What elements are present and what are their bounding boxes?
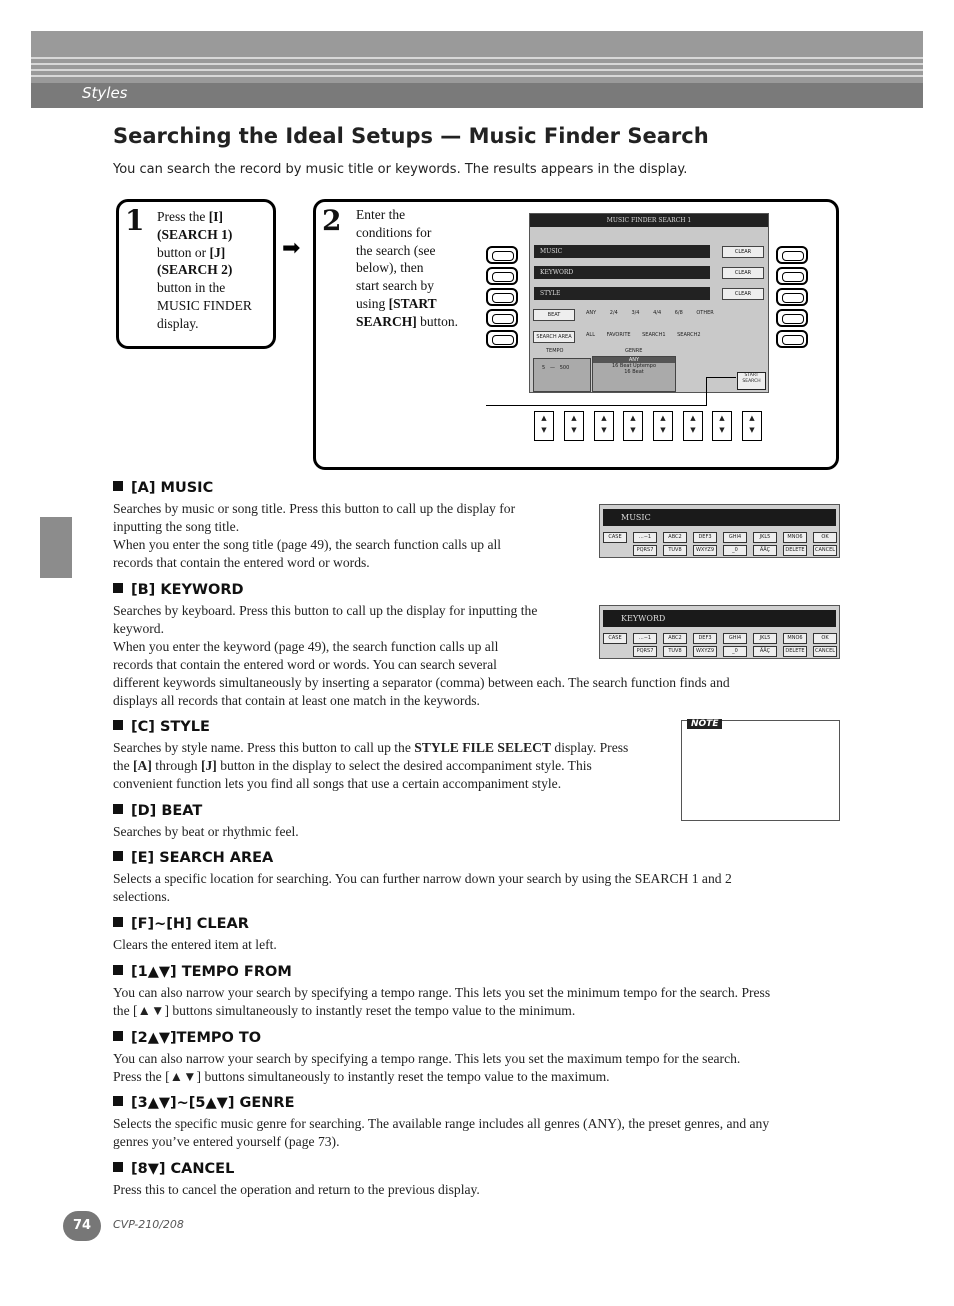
page-number: 74 <box>63 1211 101 1241</box>
key-special[interactable]: ÄÅÇ <box>753 545 777 556</box>
heading-beat: [D] BEAT <box>113 803 202 819</box>
key-case[interactable]: CASE <box>603 633 627 644</box>
key-5[interactable]: JKL5 <box>753 633 777 644</box>
key-7[interactable]: PQRS7 <box>633 545 657 556</box>
body-genre: Selects the specific music genre for searching. The available range includes all genres (ANY), the preset genres, and any genres you’ve entered yourself (page 73). <box>113 1116 770 1149</box>
key-special[interactable]: ÄÅÇ <box>753 646 777 657</box>
updown-4[interactable]: ▲ ▼ <box>623 411 643 441</box>
music-finder-display <box>529 213 769 393</box>
side-tab <box>40 517 72 578</box>
body-clear: Clears the entered item at left. <box>113 937 277 952</box>
body-tempo-to: You can also narrow your search by specifying a tempo range. This lets you set the maximum tempo for the search. Press the [▲▼] buttons simultaneously to instantly reset the tempo value to the maximum. <box>113 1051 741 1084</box>
heading-cancel: [8▼] CANCEL <box>113 1161 234 1177</box>
heading-tempo-to: [2▲▼]TEMPO TO <box>113 1030 261 1046</box>
key-8[interactable]: TUV8 <box>663 646 687 657</box>
body-beat: Searches by beat or rhythmic feel. <box>113 824 299 839</box>
key-3[interactable]: DEF3 <box>693 633 717 644</box>
heading-keyword: [B] KEYWORD <box>113 582 244 598</box>
key-8[interactable]: TUV8 <box>663 545 687 556</box>
updown-3[interactable]: ▲ ▼ <box>594 411 614 441</box>
heading-clear: [F]~[H] CLEAR <box>113 916 249 932</box>
button-a[interactable] <box>486 246 518 264</box>
lcd-genre-label: GENRE <box>625 348 643 354</box>
lcd-beat-label: BEAT <box>533 309 575 321</box>
key-delete[interactable]: DELETE <box>783 646 807 657</box>
lcd-keyword-row[interactable]: KEYWORD <box>534 266 710 279</box>
button-j[interactable] <box>776 330 808 348</box>
button-i[interactable] <box>776 309 808 327</box>
step-2-text: Enter the conditions for the search (see below), then start search by using [START SEARCH] button. <box>356 207 459 329</box>
intro-text: You can search the record by music title or keywords. The results appears in the display. <box>113 162 688 177</box>
lcd-music-row[interactable]: MUSIC <box>534 245 710 258</box>
key-4[interactable]: GHI4 <box>723 532 747 543</box>
music-input-title: MUSIC <box>603 509 836 526</box>
body-style: Searches by style name. Press this button to call up the STYLE FILE SELECT display. Press the [A] through [J] button in the display to select the desired accompaniment style. This convenient function lets you find all songs that use a certain accompaniment style. <box>113 740 629 791</box>
music-input-display <box>599 504 840 558</box>
step-1-text: Press the [I] (SEARCH 1) button or [J] (SEARCH 2) button in the MUSIC FINDER display. <box>157 209 252 331</box>
keyword-input-title: KEYWORD <box>603 610 836 627</box>
lcd-genre-list[interactable]: ANY 16 Beat Uptempo 16 Beat <box>592 356 676 392</box>
key-9[interactable]: WXYZ9 <box>693 646 717 657</box>
key-4[interactable]: GHI4 <box>723 633 747 644</box>
lcd-start-search[interactable]: START SEARCH <box>737 372 766 390</box>
heading-tempo-from: [1▲▼] TEMPO FROM <box>113 964 292 980</box>
key-6[interactable]: MNO6 <box>783 532 807 543</box>
key-0[interactable]: _0 <box>723 545 747 556</box>
lcd-clear-style[interactable]: CLEAR <box>722 288 764 300</box>
lcd-clear-keyword[interactable]: CLEAR <box>722 267 764 279</box>
lcd-tempo-box[interactable]: 5 — 500 <box>533 358 591 392</box>
key-3[interactable]: DEF3 <box>693 532 717 543</box>
section-label: Styles <box>82 84 128 102</box>
key-0[interactable]: _0 <box>723 646 747 657</box>
key-6[interactable]: MNO6 <box>783 633 807 644</box>
keyword-input-display <box>599 605 840 659</box>
updown-2[interactable]: ▲ ▼ <box>564 411 584 441</box>
key-2[interactable]: ABC2 <box>663 532 687 543</box>
button-d[interactable] <box>486 309 518 327</box>
updown-6[interactable]: ▲ ▼ <box>683 411 703 441</box>
key-7[interactable]: PQRS7 <box>633 646 657 657</box>
heading-search-area: [E] SEARCH AREA <box>113 850 273 866</box>
note-box <box>681 720 840 821</box>
key-ok[interactable]: OK <box>813 633 837 644</box>
lcd-area-options[interactable]: ALL FAVORITE SEARCH1 SEARCH2 <box>586 332 701 338</box>
arrow-right-icon: ➡ <box>282 236 301 261</box>
lcd-beat-options[interactable]: ANY 2/4 3/4 4/4 6/8 OTHER <box>586 310 714 316</box>
lcd-clear-music[interactable]: CLEAR <box>722 246 764 258</box>
key-5[interactable]: JKL5 <box>753 532 777 543</box>
heading-genre: [3▲▼]~[5▲▼] GENRE <box>113 1095 295 1111</box>
key-9[interactable]: WXYZ9 <box>693 545 717 556</box>
body-cancel: Press this to cancel the operation and return to the previous display. <box>113 1182 480 1197</box>
key-cancel[interactable]: CANCEL <box>813 646 837 657</box>
button-h[interactable] <box>776 288 808 306</box>
button-g[interactable] <box>776 267 808 285</box>
body-keyword: Searches by keyboard. Press this button to call up the display for inputting the keyword. When you enter the keyword (page 49), the search function calls up all records that contain the entered word or words. You can search several different keywords simultaneously by inserting a separator (comma) between each. The search function finds and displays all records that contain at least one match in the keywords. <box>113 603 730 708</box>
step-2-box <box>313 199 839 470</box>
note-label: NOTE <box>687 719 722 729</box>
key-cancel[interactable]: CANCEL <box>813 545 837 556</box>
heading-music: [A] MUSIC <box>113 480 213 496</box>
button-c[interactable] <box>486 288 518 306</box>
model-name: CVP-210/208 <box>113 1218 184 1231</box>
body-music: Searches by music or song title. Press this button to call up the display for inputting the song title. When you enter the song title (page 49), the search function calls up all records that contain the entered word or words. <box>113 501 516 570</box>
key-case[interactable]: CASE <box>603 532 627 543</box>
header-band <box>31 31 923 108</box>
button-f[interactable] <box>776 246 808 264</box>
page-title: Searching the Ideal Setups — Music Finder Search <box>113 124 709 148</box>
updown-7[interactable]: ▲ ▼ <box>712 411 732 441</box>
heading-style: [C] STYLE <box>113 719 210 735</box>
updown-5[interactable]: ▲ ▼ <box>653 411 673 441</box>
button-b[interactable] <box>486 267 518 285</box>
updown-1[interactable]: ▲ ▼ <box>534 411 554 441</box>
lcd-search-area-label: SEARCH AREA <box>533 331 575 343</box>
key-2[interactable]: ABC2 <box>663 633 687 644</box>
body-tempo-from: You can also narrow your search by specifying a tempo range. This lets you set the minimum tempo for the search. Press the [▲▼] buttons simultaneously to instantly reset the tempo value to the minimum. <box>113 985 771 1018</box>
step-1-box <box>116 199 276 349</box>
lcd-tempo-label: TEMPO <box>546 348 564 354</box>
step-2-number: 2 <box>322 204 342 237</box>
lcd-title: MUSIC FINDER SEARCH 1 <box>530 214 768 227</box>
lcd-style-row[interactable]: STYLE <box>534 287 710 300</box>
key-1[interactable]: ...−1 <box>633 532 657 543</box>
key-1[interactable]: ...−1 <box>633 633 657 644</box>
updown-8[interactable]: ▲ ▼ <box>742 411 762 441</box>
body-search-area: Selects a specific location for searching. You can further narrow down your search by using the SEARCH 1 and 2 selections. <box>113 871 732 904</box>
key-ok[interactable]: OK <box>813 532 837 543</box>
key-delete[interactable]: DELETE <box>783 545 807 556</box>
step-1-number: 1 <box>125 204 145 237</box>
button-e[interactable] <box>486 330 518 348</box>
